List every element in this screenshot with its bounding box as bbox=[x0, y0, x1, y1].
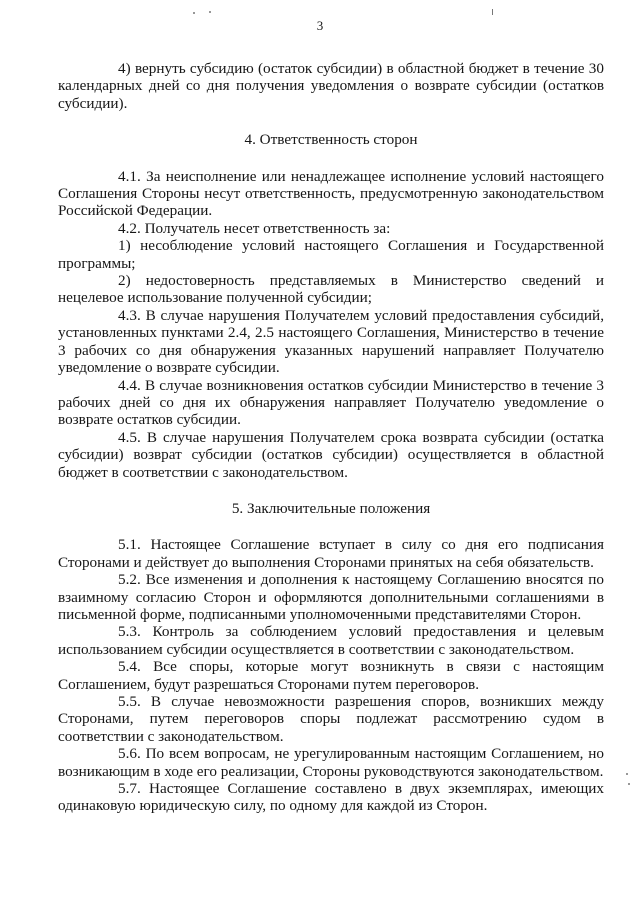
paragraph: 1) несоблюдение условий настоящего Соглашения и Государственной программы; bbox=[58, 237, 604, 272]
paragraph: 5.3. Контроль за соблюдением условий предоставления и целевым использованием субсидии осуществляется в соответствии с законодательством. bbox=[58, 623, 604, 658]
paragraph: 5.2. Все изменения и дополнения к настоящему Соглашению вносятся по взаимному согласию Сторон и оформляются дополнительными соглашениями в письменной форме, подписанными уполномоченными представителями Сторон. bbox=[58, 571, 604, 623]
section-heading: 4. Ответственность сторон bbox=[244, 131, 418, 149]
paragraph: 5.5. В случае невозможности разрешения споров, возникших между Сторонами, путем переговоров споры подлежат рассмотрению судом в соответствии с законодательством. bbox=[58, 693, 604, 745]
paragraph: 4.3. В случае нарушения Получателем условий предоставления субсидий, установленных пунктами 2.4, 2.5 настоящего Соглашения, Министерство в течение 3 рабочих со дня обнаружения указанных нарушений направляет Получателю уведомление о возврате субсидии. bbox=[58, 306, 604, 377]
page-number: 3 bbox=[316, 18, 324, 33]
paragraph: 4.5. В случае нарушения Получателем срока возврата субсидии (остатка субсидии) возврат субсидии (остатков субсидии) осуществляется в областной бюджет в соответствии с законодательством. bbox=[58, 428, 604, 481]
paragraph: 4.2. Получатель несет ответственность за: bbox=[118, 219, 391, 237]
paragraph: 4.4. В случае возникновения остатков субсидии Министерство в течение 3 рабочих дней со дня их обнаружения направляет Получателю уведомление о возврате остатков субсидии. bbox=[58, 376, 604, 429]
document-body bbox=[58, 60, 604, 815]
scan-speck bbox=[492, 9, 493, 15]
section-heading: 5. Заключительные положения bbox=[231, 499, 431, 517]
scan-speck bbox=[193, 12, 195, 14]
scan-speck bbox=[209, 11, 211, 13]
paragraph: 4.1. За неисполнение или ненадлежащее исполнение условий настоящего Соглашения Стороны несут ответственность, предусмотренную законодательством Российской Федерации. bbox=[58, 167, 604, 220]
paragraph: 4) вернуть субсидию (остаток субсидии) в областной бюджет в течение 30 календарных дней со дня получения уведомления о возврате субсидии (остатков субсидии). bbox=[58, 60, 604, 112]
paragraph: 5.1. Настоящее Соглашение вступает в силу со дня его подписания Сторонами и действует до выполнения Сторонами принятых на себя обязательств. bbox=[58, 536, 604, 571]
scan-speck bbox=[626, 773, 628, 775]
paragraph: 5.6. По всем вопросам, не урегулированным настоящим Соглашением, но возникающим в ходе его реализации, Стороны руководствуются законодательством. bbox=[58, 745, 604, 780]
paragraph: 5.7. Настоящее Соглашение составлено в двух экземплярах, имеющих одинаковую юридическую силу, по одному для каждой из Сторон. bbox=[58, 780, 604, 815]
paragraph: 5.4. Все споры, которые могут возникнуть в связи с настоящим Соглашением, будут разрешаться Сторонами путем переговоров. bbox=[58, 658, 604, 693]
scan-speck bbox=[628, 783, 630, 785]
paragraph: 2) недостоверность представляемых в Министерство сведений и нецелевое использование полученной субсидии; bbox=[58, 272, 604, 307]
